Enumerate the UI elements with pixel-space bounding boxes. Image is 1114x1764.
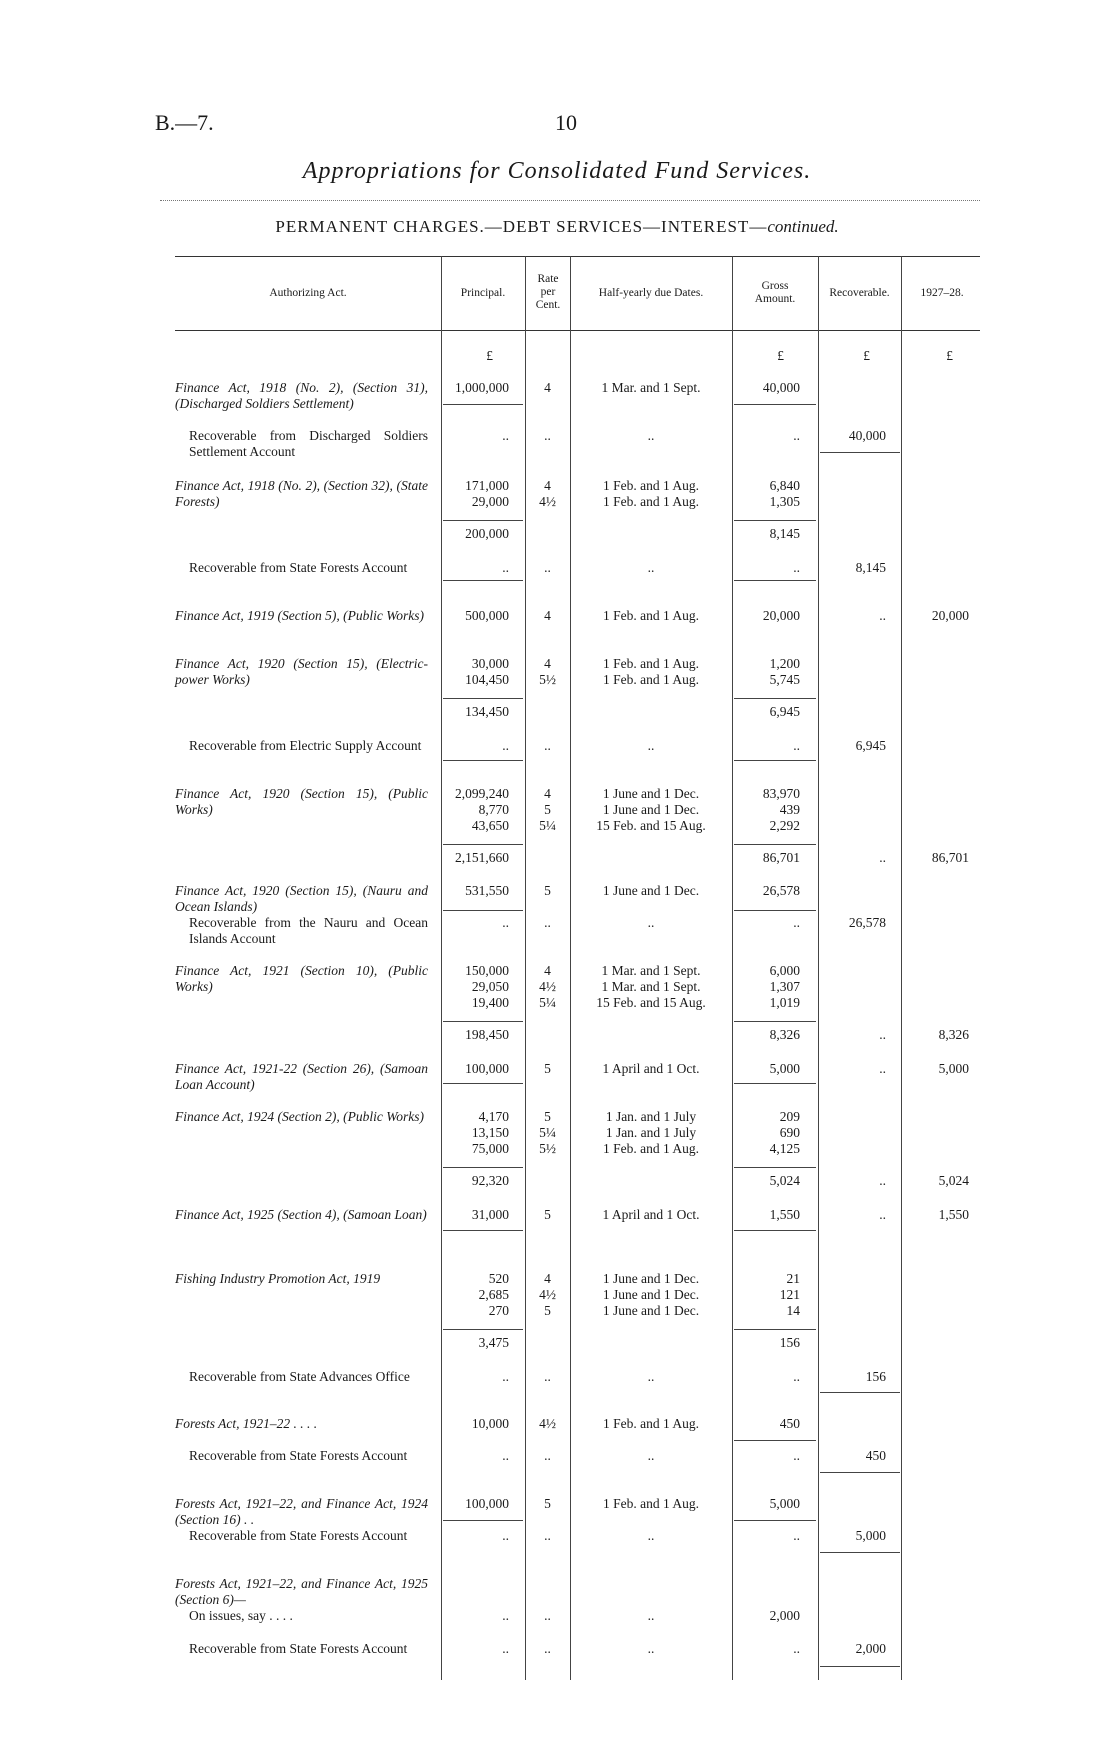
subtotal-rule bbox=[443, 698, 523, 699]
cell-gross: 8,326 bbox=[769, 1027, 800, 1042]
col-divider bbox=[818, 256, 819, 1680]
cell-gross: 690 bbox=[779, 1125, 800, 1140]
cell-dates: .. bbox=[647, 1608, 655, 1623]
cell-rate: 5¼ bbox=[539, 1125, 556, 1140]
cell-rate: .. bbox=[544, 1448, 551, 1463]
subtitle-continued: continued. bbox=[767, 217, 839, 236]
cell-rate: .. bbox=[544, 560, 551, 575]
entry-rule bbox=[443, 910, 523, 911]
authorizing-act-text: Finance Act, 1920 (Section 15), (Electric-power Works) bbox=[175, 656, 428, 687]
cell-rate: 4 bbox=[544, 786, 551, 801]
cell-gross: 5,024 bbox=[769, 1173, 800, 1188]
entry-rule bbox=[443, 580, 523, 581]
cell-year: 8,326 bbox=[938, 1027, 969, 1042]
cell-gross: 209 bbox=[779, 1109, 800, 1124]
cell-rate: 4 bbox=[544, 656, 551, 671]
cell-gross: 21 bbox=[786, 1271, 800, 1286]
header-principal: Principal. bbox=[460, 287, 506, 299]
cell-dates: 15 Feb. and 15 Aug. bbox=[596, 995, 706, 1010]
cell-gross: 5,000 bbox=[769, 1496, 800, 1511]
cell-gross: 156 bbox=[779, 1335, 800, 1350]
authorizing-act-text: Recoverable from State Forests Account bbox=[189, 1528, 408, 1543]
cell-gross: .. bbox=[793, 1641, 800, 1656]
cell-principal: 75,000 bbox=[471, 1141, 509, 1156]
cell-gross: 1,019 bbox=[769, 995, 800, 1010]
authorizing-act-text: Recoverable from State Forests Account bbox=[189, 1448, 408, 1463]
authorizing-act-text: Finance Act, 1919 (Section 5), (Public Works) bbox=[175, 608, 424, 623]
authorizing-act-text: Forests Act, 1921–22 . . . . bbox=[175, 1416, 318, 1431]
title-divider bbox=[160, 200, 980, 201]
entry-rule bbox=[734, 760, 816, 761]
cell-principal: 104,450 bbox=[465, 672, 509, 687]
cell-principal: 500,000 bbox=[465, 608, 509, 623]
cell-dates: 1 Jan. and 1 July bbox=[605, 1109, 697, 1124]
cell-dates: .. bbox=[647, 1369, 655, 1384]
unit-year: £ bbox=[946, 348, 953, 363]
page-reference: B.—7. bbox=[155, 110, 214, 135]
header-authorizing-act: Authorizing Act. bbox=[269, 287, 347, 299]
cell-principal: 270 bbox=[488, 1303, 509, 1318]
header-year: 1927–28. bbox=[920, 287, 964, 299]
authorizing-act-text: Finance Act, 1920 (Section 15), (Nauru and Ocean Islands) bbox=[175, 883, 428, 914]
cell-dates: .. bbox=[647, 915, 655, 930]
cell-gross: .. bbox=[793, 560, 800, 575]
cell-rate: .. bbox=[544, 1528, 551, 1543]
cell-rate: 4½ bbox=[539, 494, 556, 509]
entry-rule bbox=[734, 910, 816, 911]
authorizing-act-text: Recoverable from State Forests Account bbox=[189, 1641, 408, 1656]
subtotal-rule bbox=[734, 1329, 816, 1330]
cell-recoverable: 8,145 bbox=[855, 560, 886, 575]
cell-principal: 13,150 bbox=[471, 1125, 509, 1140]
cell-dates: 1 Feb. and 1 Aug. bbox=[603, 1141, 699, 1156]
cell-dates: 1 Feb. and 1 Aug. bbox=[603, 608, 699, 623]
cell-recoverable: 26,578 bbox=[848, 915, 886, 930]
cell-gross: .. bbox=[793, 1528, 800, 1543]
authorizing-act-text: Forests Act, 1921–22, and Finance Act, 1924 (Section 16) . . bbox=[175, 1496, 428, 1527]
cell-principal: .. bbox=[502, 1641, 509, 1656]
cell-gross: 1,305 bbox=[769, 494, 800, 509]
subtotal-rule bbox=[734, 1021, 816, 1022]
cell-rate: .. bbox=[544, 738, 551, 753]
cell-principal: 8,770 bbox=[478, 802, 509, 817]
cell-year: 5,024 bbox=[938, 1173, 969, 1188]
authorizing-act-text: Finance Act, 1918 (No. 2), (Section 31), (Discharged Soldiers Settlement) bbox=[175, 380, 428, 411]
cell-dates: .. bbox=[647, 560, 655, 575]
header-due-dates: Half-yearly due Dates. bbox=[598, 287, 704, 299]
subtotal-rule bbox=[443, 1021, 523, 1022]
page-title: Appropriations for Consolidated Fund Services. bbox=[302, 158, 812, 184]
authorizing-act-text: Finance Act, 1924 (Section 2), (Public Works) bbox=[175, 1109, 424, 1124]
cell-rate: 5 bbox=[544, 1061, 551, 1076]
cell-gross: 5,745 bbox=[769, 672, 800, 687]
cell-principal: 19,400 bbox=[471, 995, 509, 1010]
cell-gross: 83,970 bbox=[762, 786, 800, 801]
cell-rate: .. bbox=[544, 1369, 551, 1384]
cell-dates: .. bbox=[647, 1448, 655, 1463]
cell-rate: 4 bbox=[544, 1271, 551, 1286]
entry-rule bbox=[443, 1520, 523, 1521]
cell-rate: 5¼ bbox=[539, 995, 556, 1010]
cell-rate: 4½ bbox=[539, 979, 556, 994]
cell-rate: 5 bbox=[544, 1496, 551, 1511]
cell-principal: 150,000 bbox=[465, 963, 509, 978]
cell-principal: 200,000 bbox=[465, 526, 509, 541]
cell-gross: 86,701 bbox=[762, 850, 800, 865]
authorizing-act-text: Recoverable from Electric Supply Account bbox=[189, 738, 422, 753]
cell-gross: 439 bbox=[779, 802, 800, 817]
cell-dates: 1 June and 1 Dec. bbox=[602, 1271, 700, 1286]
entry-rule bbox=[734, 1230, 816, 1231]
authorizing-act-text: Finance Act, 1925 (Section 4), (Samoan Loan) bbox=[175, 1207, 427, 1222]
subtitle-main: PERMANENT CHARGES.—DEBT SERVICES—INTEREST— bbox=[275, 217, 768, 236]
cell-rate: .. bbox=[544, 1608, 551, 1623]
cell-rate: 5 bbox=[544, 883, 551, 898]
cell-principal: 1,000,000 bbox=[455, 380, 509, 395]
cell-recoverable: .. bbox=[879, 608, 886, 623]
cell-gross: 26,578 bbox=[762, 883, 800, 898]
subtotal-rule bbox=[734, 1167, 816, 1168]
cell-rate: 5 bbox=[544, 1303, 551, 1318]
cell-dates: 1 April and 1 Oct. bbox=[602, 1207, 700, 1222]
authorizing-act-text: Finance Act, 1921-22 (Section 26), (Samoan Loan Account) bbox=[175, 1061, 428, 1092]
cell-dates: 1 Feb. and 1 Aug. bbox=[603, 478, 699, 493]
cell-rate: 5¼ bbox=[539, 818, 556, 833]
cell-principal: .. bbox=[502, 1528, 509, 1543]
cell-dates: 1 June and 1 Dec. bbox=[602, 786, 700, 801]
authorizing-act-text: Finance Act, 1921 (Section 10), (Public Works) bbox=[175, 963, 428, 994]
cell-recoverable: 156 bbox=[865, 1369, 886, 1384]
cell-year: 86,701 bbox=[931, 850, 969, 865]
cell-principal: 198,450 bbox=[465, 1027, 509, 1042]
cell-rate: .. bbox=[544, 428, 551, 443]
subtotal-rule bbox=[443, 1329, 523, 1330]
cell-gross: 6,840 bbox=[769, 478, 800, 493]
cell-principal: 2,151,660 bbox=[455, 850, 509, 865]
authorizing-act-text: Recoverable from State Advances Office bbox=[189, 1369, 410, 1384]
entry-rule bbox=[734, 580, 816, 581]
authorizing-act-text: Forests Act, 1921–22, and Finance Act, 1925 (Section 6)— bbox=[175, 1576, 428, 1607]
cell-recoverable: 6,945 bbox=[855, 738, 886, 753]
section-subtitle bbox=[0, 217, 1114, 237]
cell-dates: .. bbox=[647, 1528, 655, 1543]
cell-recoverable: 40,000 bbox=[848, 428, 886, 443]
cell-dates: 1 Feb. and 1 Aug. bbox=[603, 1496, 699, 1511]
cell-gross: .. bbox=[793, 1448, 800, 1463]
cell-gross: .. bbox=[793, 428, 800, 443]
entry-rule bbox=[820, 1552, 900, 1553]
entry-rule bbox=[734, 1083, 816, 1084]
cell-principal: .. bbox=[502, 560, 509, 575]
cell-gross: 1,200 bbox=[769, 656, 800, 671]
cell-dates: 1 Feb. and 1 Aug. bbox=[603, 494, 699, 509]
header-bottom-rule bbox=[175, 330, 980, 331]
cell-recoverable: .. bbox=[879, 1027, 886, 1042]
cell-gross: 8,145 bbox=[769, 526, 800, 541]
subtotal-rule bbox=[443, 844, 523, 845]
cell-principal: .. bbox=[502, 738, 509, 753]
cell-gross: 1,550 bbox=[769, 1207, 800, 1222]
cell-principal: 30,000 bbox=[471, 656, 509, 671]
cell-gross: 5,000 bbox=[769, 1061, 800, 1076]
subtotal-rule bbox=[443, 1167, 523, 1168]
entry-rule bbox=[820, 1392, 900, 1393]
cell-principal: 4,170 bbox=[478, 1109, 509, 1124]
authorizing-act-text: Recoverable from the Nauru and Ocean Islands Account bbox=[189, 915, 428, 946]
cell-principal: 100,000 bbox=[465, 1496, 509, 1511]
cell-dates: 1 April and 1 Oct. bbox=[602, 1061, 700, 1076]
entry-rule bbox=[734, 1520, 816, 1521]
cell-rate: 4 bbox=[544, 380, 551, 395]
authorizing-act-text: On issues, say . . . . bbox=[189, 1608, 293, 1623]
cell-dates: 1 June and 1 Dec. bbox=[602, 1287, 700, 1302]
cell-principal: 92,320 bbox=[471, 1173, 509, 1188]
cell-dates: 1 June and 1 Dec. bbox=[602, 883, 700, 898]
cell-dates: 1 Feb. and 1 Aug. bbox=[603, 1416, 699, 1431]
cell-principal: 29,050 bbox=[471, 979, 509, 994]
cell-year: 1,550 bbox=[938, 1207, 969, 1222]
cell-principal: 2,099,240 bbox=[455, 786, 509, 801]
unit-gross: £ bbox=[777, 348, 784, 363]
cell-gross: 121 bbox=[779, 1287, 800, 1302]
cell-rate: 5½ bbox=[539, 672, 556, 687]
cell-year: 5,000 bbox=[938, 1061, 969, 1076]
cell-dates: 1 June and 1 Dec. bbox=[602, 1303, 700, 1318]
cell-gross: .. bbox=[793, 1369, 800, 1384]
cell-recoverable: 450 bbox=[865, 1448, 886, 1463]
cell-gross: 2,292 bbox=[769, 818, 800, 833]
cell-rate: 4½ bbox=[539, 1416, 556, 1431]
cell-dates: 1 Mar. and 1 Sept. bbox=[601, 979, 701, 994]
cell-recoverable: .. bbox=[879, 1207, 886, 1222]
cell-principal: 520 bbox=[488, 1271, 509, 1286]
cell-gross: 2,000 bbox=[769, 1608, 800, 1623]
cell-principal: 31,000 bbox=[471, 1207, 509, 1222]
cell-recoverable: 2,000 bbox=[855, 1641, 886, 1656]
entry-rule bbox=[734, 1440, 816, 1441]
cell-principal: .. bbox=[502, 1448, 509, 1463]
cell-dates: 15 Feb. and 15 Aug. bbox=[596, 818, 706, 833]
entry-rule bbox=[443, 760, 523, 761]
cell-dates: .. bbox=[647, 738, 655, 753]
cell-principal: 3,475 bbox=[478, 1335, 509, 1350]
page-number: 10 bbox=[555, 110, 577, 135]
cell-year: 20,000 bbox=[931, 608, 969, 623]
entry-rule bbox=[443, 1083, 523, 1084]
cell-gross: 6,000 bbox=[769, 963, 800, 978]
cell-gross: 40,000 bbox=[762, 380, 800, 395]
cell-principal: .. bbox=[502, 915, 509, 930]
cell-dates: .. bbox=[647, 1641, 655, 1656]
cell-dates: 1 Feb. and 1 Aug. bbox=[603, 656, 699, 671]
cell-gross: 14 bbox=[786, 1303, 800, 1318]
cell-principal: .. bbox=[502, 428, 509, 443]
cell-recoverable: .. bbox=[879, 1173, 886, 1188]
entry-rule bbox=[820, 1472, 900, 1473]
cell-principal: 134,450 bbox=[465, 704, 509, 719]
cell-rate: 5½ bbox=[539, 1141, 556, 1156]
cell-principal: .. bbox=[502, 1608, 509, 1623]
cell-recoverable: 5,000 bbox=[855, 1528, 886, 1543]
entry-rule bbox=[820, 1666, 900, 1667]
subtotal-rule bbox=[734, 520, 816, 521]
authorizing-act-text: Recoverable from Discharged Soldiers Settlement Account bbox=[189, 428, 428, 459]
unit-recoverable: £ bbox=[863, 348, 870, 363]
subtotal-rule bbox=[443, 520, 523, 521]
cell-dates: 1 Mar. and 1 Sept. bbox=[601, 380, 701, 395]
authorizing-act-text: Recoverable from State Forests Account bbox=[189, 560, 408, 575]
cell-dates: 1 June and 1 Dec. bbox=[602, 802, 700, 817]
cell-gross: 4,125 bbox=[769, 1141, 800, 1156]
cell-principal: 531,550 bbox=[465, 883, 509, 898]
cell-gross: .. bbox=[793, 738, 800, 753]
cell-principal: 171,000 bbox=[465, 478, 509, 493]
cell-principal: 10,000 bbox=[471, 1416, 509, 1431]
cell-gross: 6,945 bbox=[769, 704, 800, 719]
cell-dates: 1 Jan. and 1 July bbox=[605, 1125, 697, 1140]
cell-rate: 5 bbox=[544, 802, 551, 817]
cell-gross: .. bbox=[793, 915, 800, 930]
cell-dates: .. bbox=[647, 428, 655, 443]
cell-rate: 5 bbox=[544, 1109, 551, 1124]
cell-rate: .. bbox=[544, 915, 551, 930]
header-recoverable: Recoverable. bbox=[829, 287, 890, 299]
cell-gross: 20,000 bbox=[762, 608, 800, 623]
unit-principal: £ bbox=[486, 348, 493, 363]
cell-principal: 2,685 bbox=[478, 1287, 509, 1302]
cell-rate: .. bbox=[544, 1641, 551, 1656]
cell-principal: 29,000 bbox=[471, 494, 509, 509]
col-divider bbox=[901, 256, 902, 1680]
cell-principal: 43,650 bbox=[471, 818, 509, 833]
cell-principal: 100,000 bbox=[465, 1061, 509, 1076]
cell-rate: 4 bbox=[544, 963, 551, 978]
cell-rate: 4 bbox=[544, 608, 551, 623]
cell-gross: 1,307 bbox=[769, 979, 800, 994]
authorizing-act-text: Finance Act, 1920 (Section 15), (Public Works) bbox=[175, 786, 428, 817]
cell-rate: 4 bbox=[544, 478, 551, 493]
cell-rate: 5 bbox=[544, 1207, 551, 1222]
entry-rule bbox=[443, 1230, 523, 1231]
cell-rate: 4½ bbox=[539, 1287, 556, 1302]
table-top-rule bbox=[175, 256, 980, 257]
cell-dates: 1 Feb. and 1 Aug. bbox=[603, 672, 699, 687]
cell-dates: 1 Mar. and 1 Sept. bbox=[601, 963, 701, 978]
cell-principal: .. bbox=[502, 1369, 509, 1384]
subtotal-rule bbox=[734, 698, 816, 699]
cell-gross: 450 bbox=[779, 1416, 800, 1431]
authorizing-act-text: Fishing Industry Promotion Act, 1919 bbox=[175, 1271, 381, 1286]
authorizing-act-text: Finance Act, 1918 (No. 2), (Section 32), (State Forests) bbox=[175, 478, 428, 509]
cell-recoverable: .. bbox=[879, 1061, 886, 1076]
header-rate: Rate per Cent. bbox=[535, 273, 561, 311]
subtotal-rule bbox=[734, 844, 816, 845]
entry-rule bbox=[820, 452, 900, 453]
cell-recoverable: .. bbox=[879, 850, 886, 865]
header-gross-amount: Gross Amount. bbox=[754, 280, 796, 305]
entry-rule bbox=[443, 404, 523, 405]
entry-rule bbox=[734, 404, 816, 405]
